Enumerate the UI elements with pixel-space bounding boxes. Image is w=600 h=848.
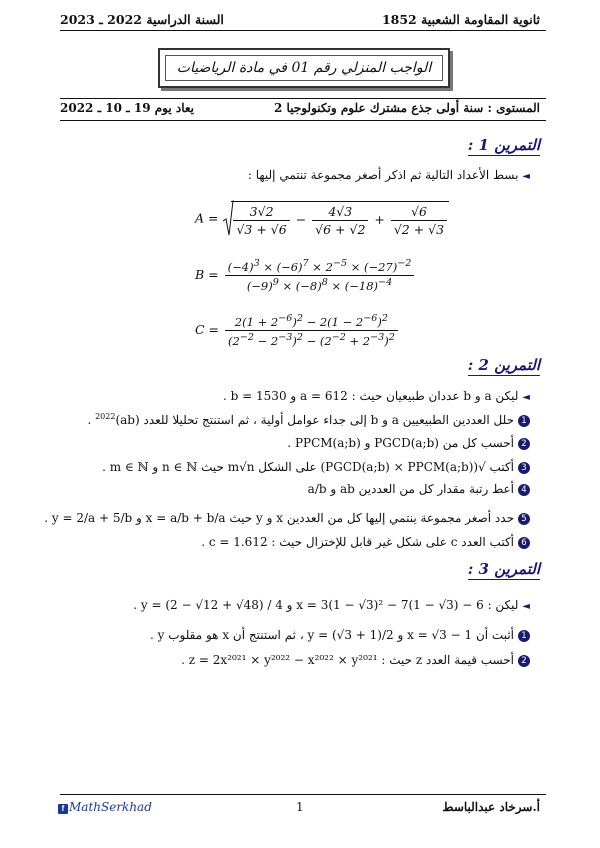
- page-number: 1: [296, 800, 304, 814]
- homework-title: الواجب المنزلي رقم 01 في مادة الرياضيات: [165, 55, 443, 81]
- b-label: B =: [195, 266, 219, 282]
- triangle-bullet-icon: ◄: [522, 392, 530, 403]
- exercise-2-title: التمرين 2 :: [467, 356, 540, 374]
- intro-text: ليكن : x = 3(1 − √3)² − 7(1 − √3) − 6 و y = (2 − √12 + √48) / 4 .: [133, 598, 519, 612]
- brand-text: MathSerkhad: [69, 800, 152, 814]
- exercise-3-q1: [150, 628, 530, 642]
- exercise-2-q5: [44, 511, 530, 525]
- title-box: [158, 48, 450, 88]
- instruction-text: بسط الأعداد التالية ثم اذكر أصغر مجموعة تنتمي إليها :: [247, 168, 519, 182]
- expression-a: A = $\frac{3√2}{√3 + √6}$ − $\frac{4√3}{√6 + √2}$ + $\frac{√6}{√2 + √3}$: [195, 199, 449, 239]
- exercise-1-title: التمرين 1 :: [467, 136, 540, 154]
- exercise-2-q6: [201, 535, 530, 549]
- q1-text: حلل العددين الطبيعيين a و b إلى جداء عوامل أولية ، ثم استنتج تحليلا للعدد (ab): [115, 413, 514, 427]
- q2-text: أحسب قيمة العدد z حيث : z = 2x²⁰²¹ × y²⁰²² − x²⁰²² × y²⁰²¹ .: [181, 653, 514, 667]
- number-1-icon: 1: [518, 415, 530, 427]
- info-rule-bottom: [60, 120, 546, 121]
- number-2-icon: 2: [518, 655, 530, 667]
- exercise-2-q2: [287, 436, 530, 450]
- exercise-2-q3: [102, 460, 530, 474]
- number-4-icon: 4: [518, 484, 530, 496]
- a-label: A =: [195, 210, 219, 226]
- exercise-3-title: التمرين 3 :: [467, 560, 540, 578]
- footer-rule: [60, 794, 546, 795]
- exercise-2-q4: [308, 482, 530, 496]
- exercise-3-q2: [181, 653, 530, 667]
- expression-b: B = $\frac{(-4)^3 \times (-6)^7 \times 2^{-5} \times (-27)^{-2}}{(-9)^9 \times (-8)^8 \times (-18)^{-4}}$: [195, 258, 416, 293]
- exercise-2-q1: 1حلل العددين الطبيعيين a و b إلى جداء عوامل أولية ، ثم استنتج تحليلا للعدد (ab)$^{2022}$ .: [87, 412, 530, 427]
- facebook-icon: f: [58, 804, 68, 814]
- q1-exponent: 2022: [95, 412, 116, 421]
- footer-brand: [58, 800, 152, 814]
- number-6-icon: 6: [518, 537, 530, 549]
- expression-c: C = $\frac{2(1 + 2^{-6})^2 - 2(1 - 2^{-6})^2}{(2^{-2} - 2^{-3})^2 - (2^{-2} + 2^{-3})^2}$: [195, 313, 400, 348]
- exercise-2-intro: [223, 389, 530, 403]
- q2-text: أحسب كل من PGCD(a;b) و PPCM(a;b) .: [287, 436, 514, 450]
- number-2-icon: 2: [518, 438, 530, 450]
- q1-text: أثبت أن x = √3 − 1 و y = (√3 + 1)/2 ، ثم استنتج أن x هو مقلوب y .: [149, 628, 514, 642]
- q3-text: أكتب √(PGCD(a;b) × PPCM(a;b)) على الشكل m√n حيث n ∈ ℕ و m ∈ ℕ .: [102, 460, 514, 474]
- number-3-icon: 3: [518, 462, 530, 474]
- triangle-bullet-icon: ◄: [522, 171, 530, 182]
- number-5-icon: 5: [518, 513, 530, 525]
- due-date: يعاد يوم 19 ـ 10 ـ 2022: [60, 101, 195, 115]
- author-name: أ.سرخاد عبدالباسط: [442, 800, 540, 814]
- level-info: المستوى : سنة أولى جذع مشترك علوم وتكنولوجيا 2: [274, 101, 540, 115]
- c-label: C =: [195, 321, 220, 337]
- number-1-icon: 1: [518, 630, 530, 642]
- school-year: السنة الدراسية 2022 ـ 2023: [60, 12, 224, 27]
- q6-text: أكتب العدد c على شكل غير قابل للإختزال حيث : c = 1.612 .: [201, 535, 514, 549]
- header-rule: [60, 30, 546, 31]
- triangle-bullet-icon: ◄: [522, 601, 530, 612]
- intro-text: ليكن a و b عددان طبيعيان حيث : a = 612 و b = 1530 .: [223, 389, 519, 403]
- q4-text: أعط رتبة مقدار كل من العددين ab و a/b: [307, 482, 514, 496]
- q5-text: حدد أصغر مجموعة ينتمي إليها كل من العددين x و y حيث x = a/b + b/a و y = 2/a + 5/b .: [44, 511, 514, 525]
- school-name: ثانوية المقاومة الشعبية 1852: [381, 12, 540, 27]
- exercise-1-instruction: [248, 168, 530, 182]
- exercise-3-intro: [133, 598, 530, 612]
- info-rule-top: [60, 98, 546, 99]
